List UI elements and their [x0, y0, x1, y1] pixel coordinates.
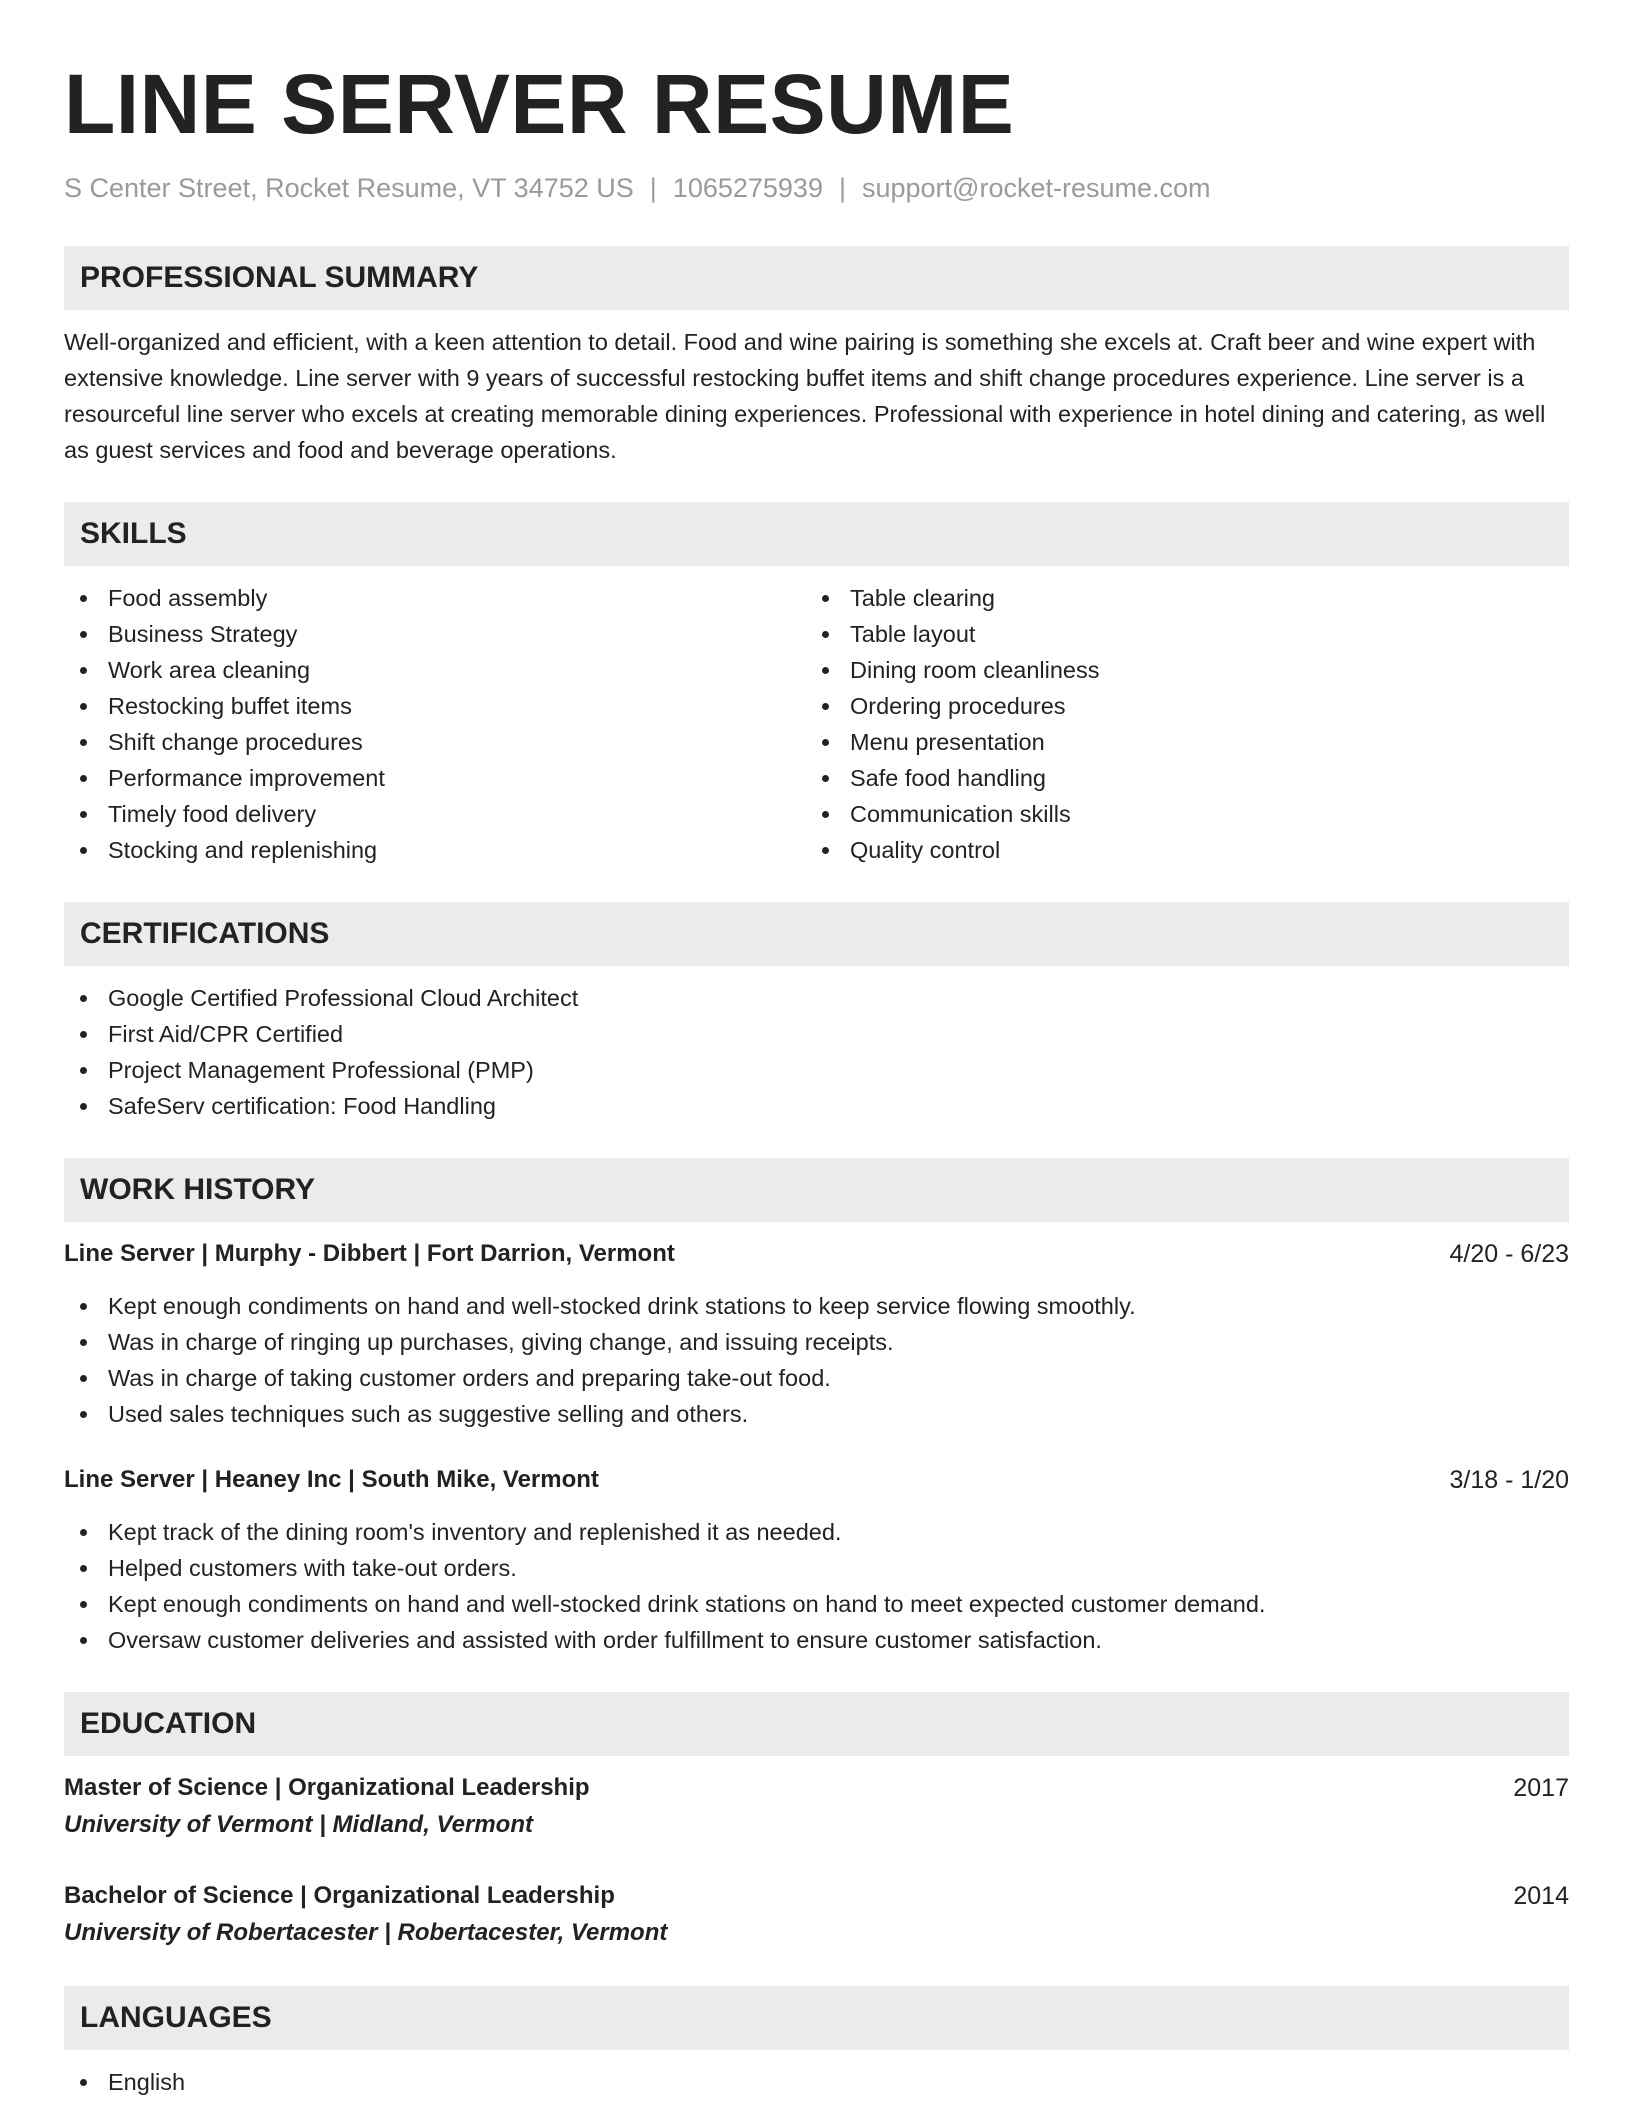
education-year: 2014: [1513, 1882, 1569, 1910]
skill-item: Restocking buffet items: [64, 688, 806, 724]
section-header-skills: SKILLS: [64, 502, 1569, 566]
skill-item: Quality control: [806, 832, 1548, 868]
contact-phone: 1065275939: [672, 173, 823, 203]
certification-item: SafeServ certification: Food Handling: [64, 1088, 1569, 1124]
education-school: University of Vermont | Midland, Vermont: [64, 1811, 533, 1838]
skill-item: Stocking and replenishing: [64, 832, 806, 868]
section-header-work-history: WORK HISTORY: [64, 1158, 1569, 1222]
job-bullets: [64, 1288, 1569, 1432]
education-year: 2017: [1513, 1774, 1569, 1802]
job-bullets: [64, 1514, 1569, 1658]
skill-item: Ordering procedures: [806, 688, 1548, 724]
job-title: Line Server | Murphy - Dibbert | Fort Darrion, Vermont: [64, 1240, 675, 1267]
skill-item: Communication skills: [806, 796, 1548, 832]
contact-separator: |: [838, 173, 846, 203]
certification-item: Google Certified Professional Cloud Architect: [64, 980, 1569, 1016]
job-entry: [64, 1462, 1569, 1658]
job-bullet: Oversaw customer deliveries and assisted with order fulfillment to ensure customer satisfaction.: [64, 1622, 1569, 1658]
education-entry: [64, 1770, 1569, 1844]
contact-line: [64, 170, 1569, 206]
section-header-languages: LANGUAGES: [64, 1986, 1569, 2050]
skill-item: Performance improvement: [64, 760, 806, 796]
skill-item: Timely food delivery: [64, 796, 806, 832]
job-header: [64, 1236, 1569, 1272]
skills-list: [64, 580, 1569, 868]
job-bullet: Was in charge of taking customer orders and preparing take-out food.: [64, 1360, 1569, 1396]
job-bullet: Kept enough condiments on hand and well-stocked drink stations on hand to meet expected customer demand.: [64, 1586, 1569, 1622]
certification-item: Project Management Professional (PMP): [64, 1052, 1569, 1088]
skill-item: Safe food handling: [806, 760, 1548, 796]
skill-item: Dining room cleanliness: [806, 652, 1548, 688]
resume-title: LINE SERVER RESUME: [64, 57, 1015, 151]
job-header: [64, 1462, 1569, 1498]
education-school: University of Robertacester | Robertacester, Vermont: [64, 1919, 668, 1946]
skill-item: Work area cleaning: [64, 652, 806, 688]
certifications-list: [64, 980, 1569, 1124]
skill-item: Table clearing: [806, 580, 1548, 616]
skills-column-left: [64, 580, 806, 868]
section-header-summary: PROFESSIONAL SUMMARY: [64, 246, 1569, 310]
education-entry: [64, 1878, 1569, 1952]
skills-column-right: [806, 580, 1548, 868]
job-bullet: Was in charge of ringing up purchases, giving change, and issuing receipts.: [64, 1324, 1569, 1360]
contact-email[interactable]: support@rocket-resume.com: [861, 173, 1211, 203]
job-entry: [64, 1236, 1569, 1432]
job-bullet: Kept track of the dining room's inventory and replenished it as needed.: [64, 1514, 1569, 1550]
skill-item: Food assembly: [64, 580, 806, 616]
job-bullet: Used sales techniques such as suggestive selling and others.: [64, 1396, 1569, 1432]
job-bullet: Kept enough condiments on hand and well-stocked drink stations to keep service flowing smoothly.: [64, 1288, 1569, 1324]
summary-text: Well-organized and efficient, with a keen attention to detail. Food and wine pairing is something she excels at. Craft beer and wine expert with extensive knowledge. Line server with 9 years of successful restocking buffet items and shift change procedures experience. Line server is a resourceful line server who excels at creating memorable dining experiences. Professional with experience in hotel dining and catering, as well as guest services and food and beverage operations.: [64, 329, 1546, 463]
skill-item: Business Strategy: [64, 616, 806, 652]
contact-separator: |: [649, 173, 657, 203]
education-degree: Bachelor of Science | Organizational Leadership: [64, 1882, 615, 1909]
education-header: [64, 1770, 1569, 1806]
skill-item: Table layout: [806, 616, 1548, 652]
certification-item: First Aid/CPR Certified: [64, 1016, 1569, 1052]
education-degree: Master of Science | Organizational Leadership: [64, 1774, 590, 1801]
education-header: [64, 1878, 1569, 1914]
section-header-education: EDUCATION: [64, 1692, 1569, 1756]
job-dates: 3/18 - 1/20: [1449, 1466, 1569, 1494]
job-bullet: Helped customers with take-out orders.: [64, 1550, 1569, 1586]
language-item: English: [64, 2064, 1569, 2100]
skill-item: Shift change procedures: [64, 724, 806, 760]
skill-item: Menu presentation: [806, 724, 1548, 760]
job-title: Line Server | Heaney Inc | South Mike, Vermont: [64, 1466, 599, 1493]
contact-address: S Center Street, Rocket Resume, VT 34752 US: [64, 173, 634, 203]
languages-list: [64, 2064, 1569, 2100]
resume-content: [64, 56, 1569, 2100]
section-header-certifications: CERTIFICATIONS: [64, 902, 1569, 966]
job-dates: 4/20 - 6/23: [1449, 1240, 1569, 1268]
